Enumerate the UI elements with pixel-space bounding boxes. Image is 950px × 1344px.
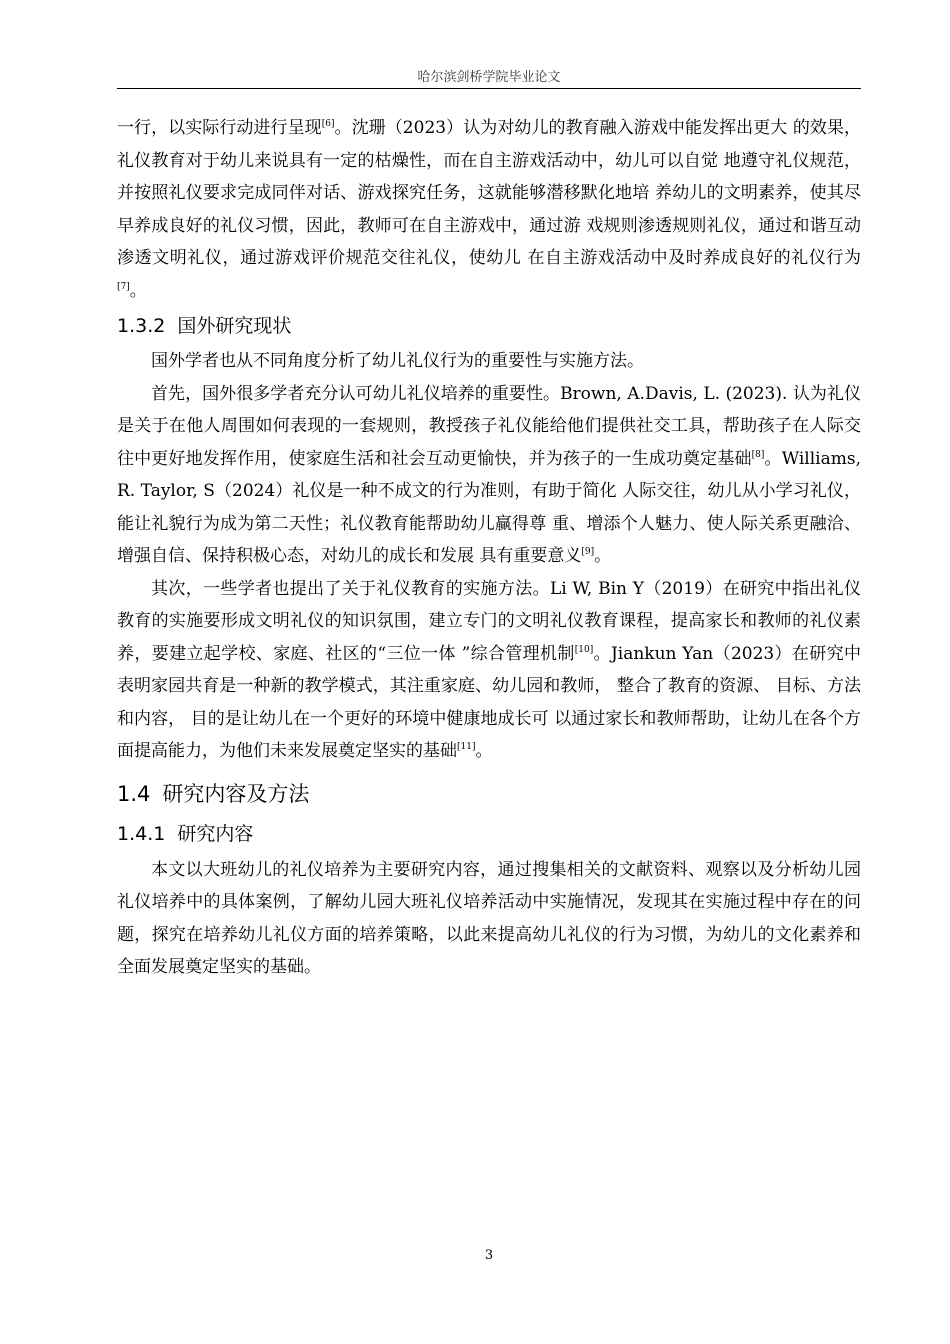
paragraph-4	[117, 573, 861, 768]
heading-number: 1.4.1	[117, 822, 166, 845]
paragraph-3-text: 首先，国外很多学者充分认可幼儿礼仪培养的重要性。Brown, A.Davis, L. (2023). 认为礼仪是关于在他人周围如何表现的一套规则，教授孩子礼仪能给他们提供社交工具，帮助孩子在人际交往中更好地发挥作用，使家庭生活和社会互动更愉快，并为孩子的一生成功奠定基础	[117, 383, 861, 469]
citation-6: [6]	[321, 119, 335, 129]
body-content	[117, 112, 861, 984]
paragraph-3-tail: 。Williams, R. Taylor, S（2024）礼仪是一种不成文的行为准则，有助于简化 人际交往，幼儿从小学习礼仪，能让礼貌行为成为第二天性；礼仪教育能帮助幼儿赢得尊 重、增添个人魅力、使人际关系更融洽、增强自信、保持积极心态，对幼儿的成长和发展 具有重要意义	[117, 448, 862, 566]
paragraph-5: 本文以大班幼儿的礼仪培养为主要研究内容，通过搜集相关的文献资料、观察以及分析幼儿园礼仪培养中的具体案例，了解幼儿园大班礼仪培养活动中实施情况，发现其在实施过程中存在的问题，探究在培养幼儿礼仪方面的培养策略，以此来提高幼儿礼仪的行为习惯，为幼儿的文化素养和全面发展奠定坚实的基础。	[117, 859, 861, 977]
heading-1-3-2	[117, 310, 861, 342]
paragraph-2: 国外学者也从不同角度分析了幼儿礼仪行为的重要性与实施方法。	[151, 351, 644, 371]
heading-number: 1.4	[117, 781, 151, 806]
heading-title: 研究内容	[177, 822, 254, 845]
paragraph-1-end: 。	[129, 280, 147, 301]
citation-8: [8]	[751, 449, 765, 460]
citation-7: [7]	[117, 281, 130, 292]
heading-title: 研究内容及方法	[162, 781, 310, 806]
paragraph-3-end: 。	[594, 546, 612, 566]
paragraph-4-tail: 。Jiankun Yan（2023）在研究中表明家园共育是一种新的教学模式，其注重家庭、幼儿园和教师， 整合了教育的资源、 目标、方法和内容， 目的是让幼儿在一个更好的环境中健康地成长可 以通过家长和教师帮助，让幼儿在各个方面提高能力，为他们未来发展奠定坚实的基础	[117, 643, 861, 761]
paragraph-3	[117, 378, 861, 573]
heading-1-4	[117, 776, 861, 812]
paragraph-1	[117, 112, 861, 307]
paragraph-4-text: 其次，一些学者也提出了关于礼仪教育的实施方法。Li W, Bin Y（2019）在研究中指出礼仪教育的实施要形成文明礼仪的知识氛围，建立专门的文明礼仪教育课程，提高家长和教师的礼仪素养，要建立起学校、家庭、社区的“三位一体 ”综合管理机制	[117, 578, 861, 664]
header-rule	[117, 88, 861, 89]
heading-1-4-1	[117, 818, 861, 850]
paragraph-1-text: 一行，以实际行动进行呈现	[117, 118, 322, 138]
citation-9: [9]	[581, 547, 595, 557]
paragraph-1-tail: 。沈珊（2023）认为对幼儿的教育融入游戏中能发挥出更大 的效果，礼仪教育对于幼儿来说具有一定的枯燥性，而在自主游戏活动中，幼儿可以自觉 地遵守礼仪规范，并按照礼仪要求完成同伴对话、游戏探究任务，这就能够潜移默化地培 养幼儿的文明素养，使其尽早养成良好的礼仪习惯，因此，教师可在自主游戏中，通过游 戏规则渗透规则礼仪，通过和谐互动渗透文明礼仪，通过游戏评价规范交往礼仪，使幼儿 在自主游戏活动中及时养成良好的礼仪行为	[117, 118, 862, 268]
heading-title: 国外研究现状	[177, 315, 292, 337]
paragraph-4-end: 。	[475, 741, 493, 761]
citation-11: [11]	[457, 742, 476, 752]
citation-10: [10]	[574, 644, 594, 655]
heading-number: 1.3.2	[117, 315, 166, 337]
page-number: 3	[484, 1248, 494, 1263]
page-header: 哈尔滨剑桥学院毕业论文	[417, 70, 561, 85]
